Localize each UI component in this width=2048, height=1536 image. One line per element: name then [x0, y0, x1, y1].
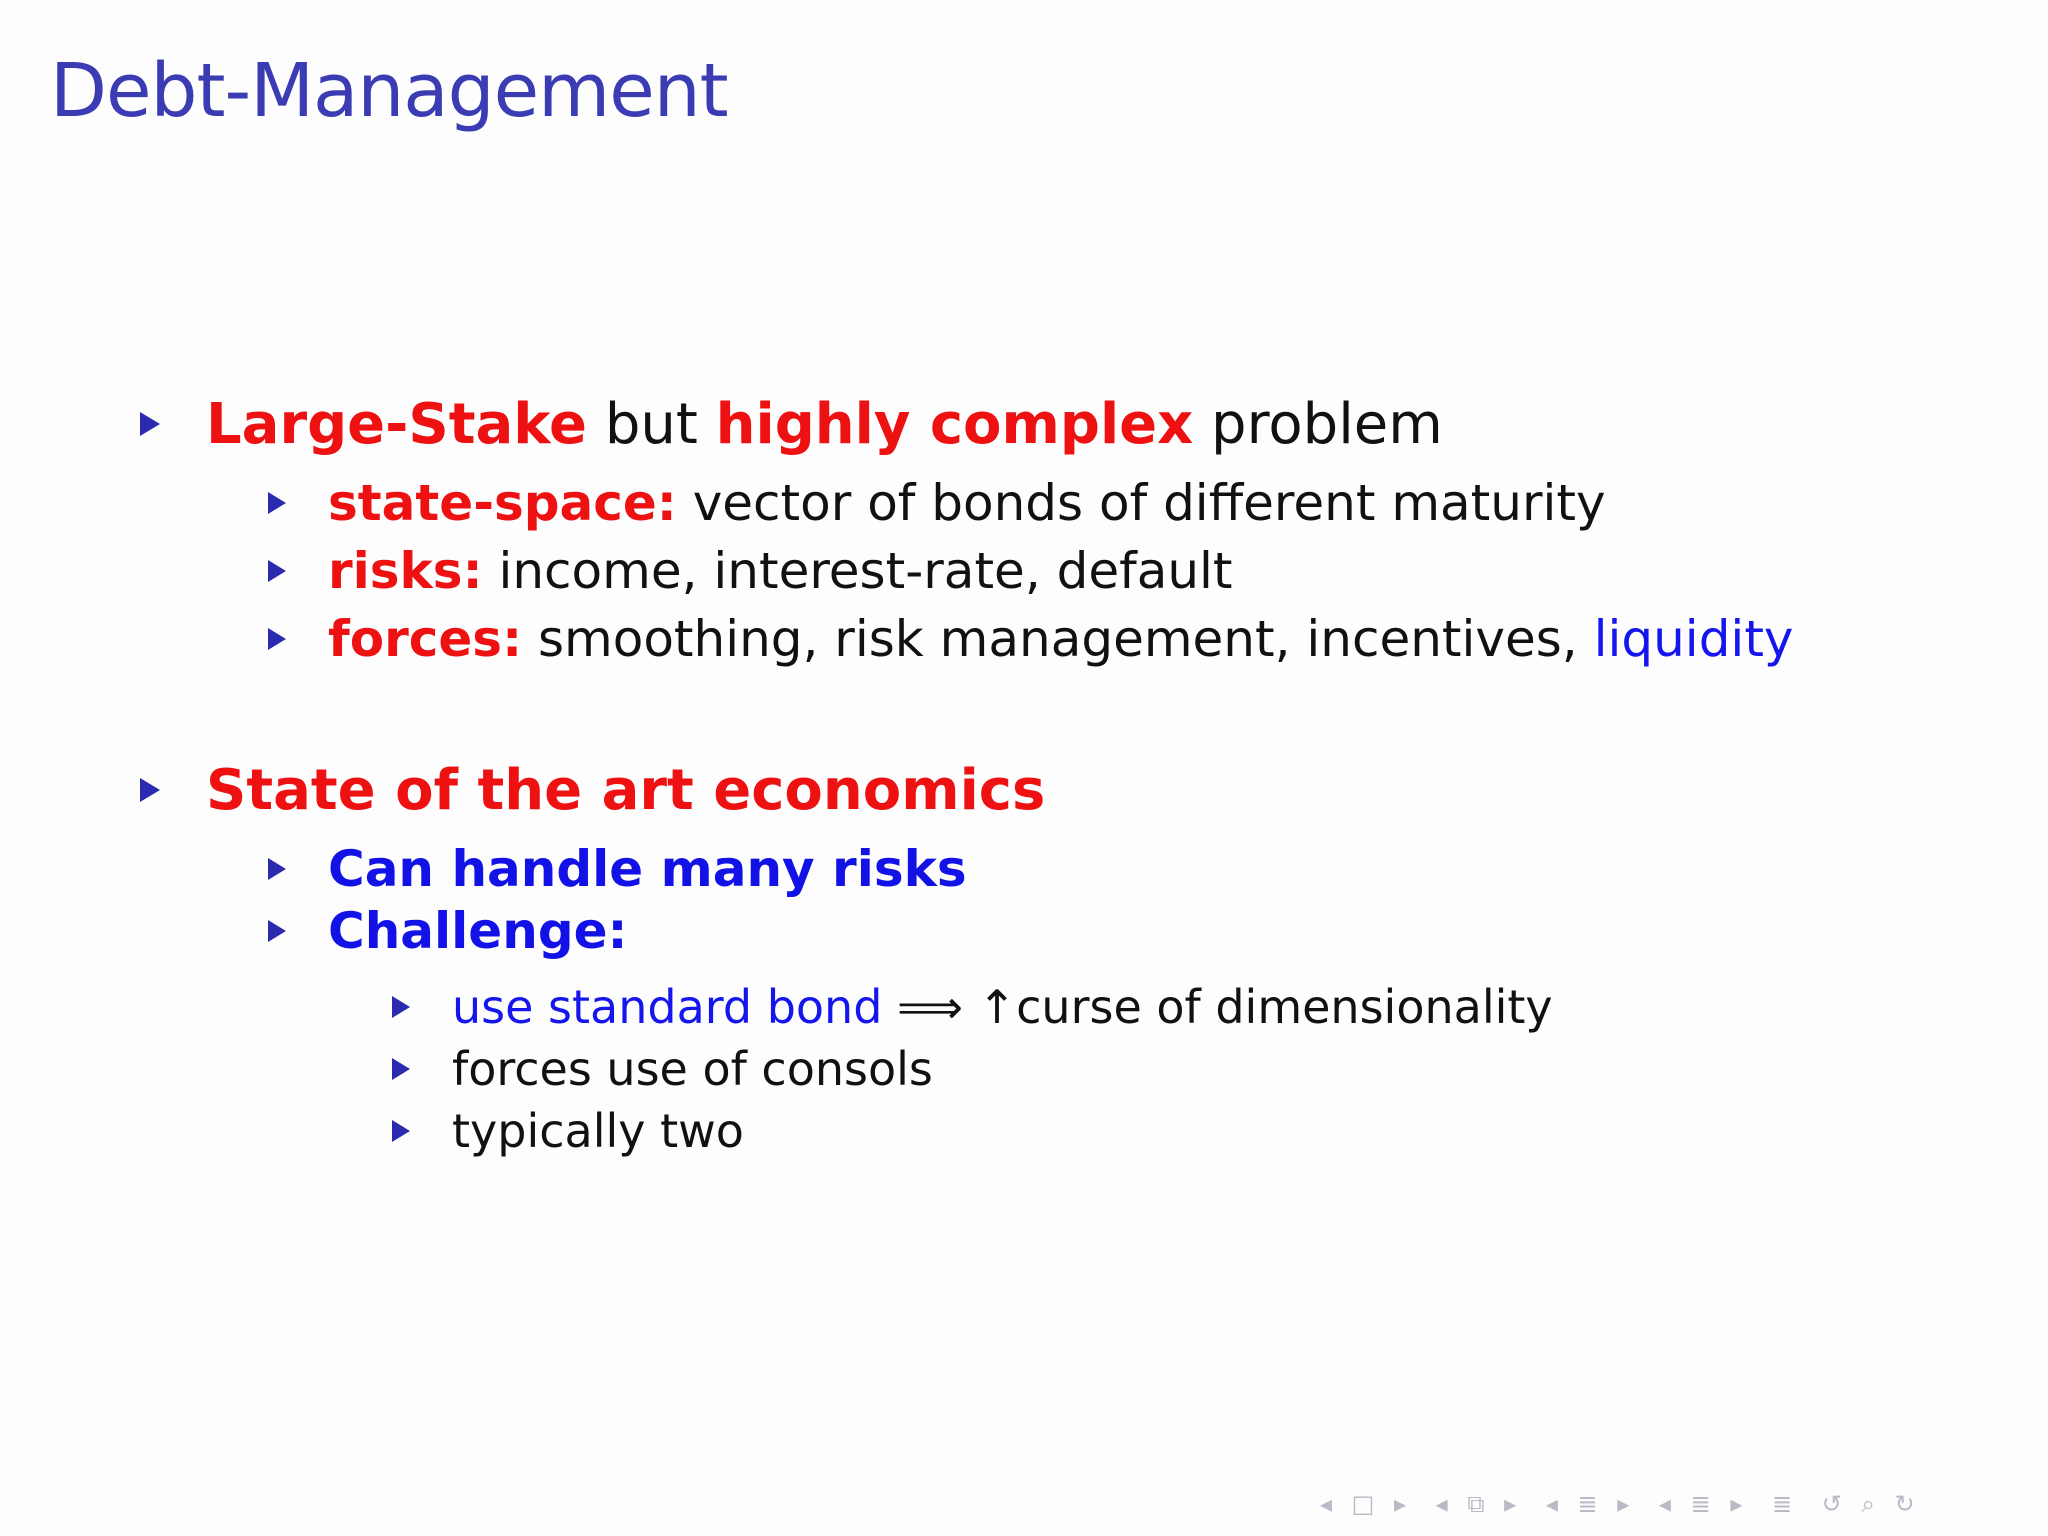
bullet-triangle-icon: [268, 628, 286, 650]
list-item: [268, 840, 967, 898]
bullet-triangle-icon: [268, 920, 286, 942]
nav-prev-icon[interactable]: ◂ □ ▸: [1320, 1490, 1413, 1518]
blue-text: liquidity: [1593, 610, 1794, 668]
bullet-triangle-icon: [392, 1120, 410, 1142]
emphasis-text: State of the art economics: [206, 758, 1046, 823]
plain-text: curse of dimensionality: [1016, 980, 1553, 1034]
blue-text: use standard bond: [452, 980, 883, 1034]
bullet-triangle-icon: [140, 412, 160, 436]
bullet-triangle-icon: [268, 560, 286, 582]
bullet-triangle-icon: [268, 492, 286, 514]
emphasis-text: Can handle many risks: [328, 840, 967, 898]
list-item: [392, 980, 1553, 1034]
search-icon[interactable]: ↺ ⌕ ↻: [1821, 1490, 1921, 1518]
emphasis-label: risks:: [328, 542, 483, 600]
plain-text: smoothing, risk management, incentives,: [522, 610, 1594, 668]
plain-text: vector of bonds of different maturity: [676, 474, 1606, 532]
emphasis-text: highly complex: [715, 392, 1194, 457]
menu-icon[interactable]: ≣: [1772, 1490, 1799, 1518]
list-item: [268, 902, 628, 960]
navigation-bar: [1320, 1490, 1931, 1518]
plain-text: income, interest-rate, default: [482, 542, 1233, 600]
bullet-triangle-icon: [268, 858, 286, 880]
page-title: Debt-Management: [50, 48, 728, 134]
list-item: [140, 392, 1443, 457]
section-icon[interactable]: ◂ ≣ ▸: [1658, 1490, 1749, 1518]
plain-text: problem: [1193, 392, 1443, 457]
bullet-triangle-icon: [392, 1058, 410, 1080]
list-item: [268, 542, 1233, 600]
plain-text: typically two: [452, 1104, 744, 1158]
list-item: [268, 610, 1794, 668]
bullet-triangle-icon: [392, 996, 410, 1018]
list-item: [392, 1042, 933, 1096]
subsection-icon[interactable]: ◂ ≣ ▸: [1545, 1490, 1636, 1518]
list-item: [392, 1104, 744, 1158]
plain-text: forces use of consols: [452, 1042, 933, 1096]
list-item: [268, 474, 1606, 532]
emphasis-label: forces:: [328, 610, 523, 668]
frame-icon[interactable]: ◂ ⧉ ▸: [1435, 1490, 1523, 1518]
bullet-triangle-icon: [140, 778, 160, 802]
plain-text: but: [587, 392, 716, 457]
list-item: [140, 758, 1045, 823]
implies-arrow: ⟹ ↑: [882, 980, 1017, 1034]
emphasis-text: Large-Stake: [206, 392, 588, 457]
emphasis-label: state-space:: [328, 474, 677, 532]
emphasis-text: Challenge:: [328, 902, 628, 960]
